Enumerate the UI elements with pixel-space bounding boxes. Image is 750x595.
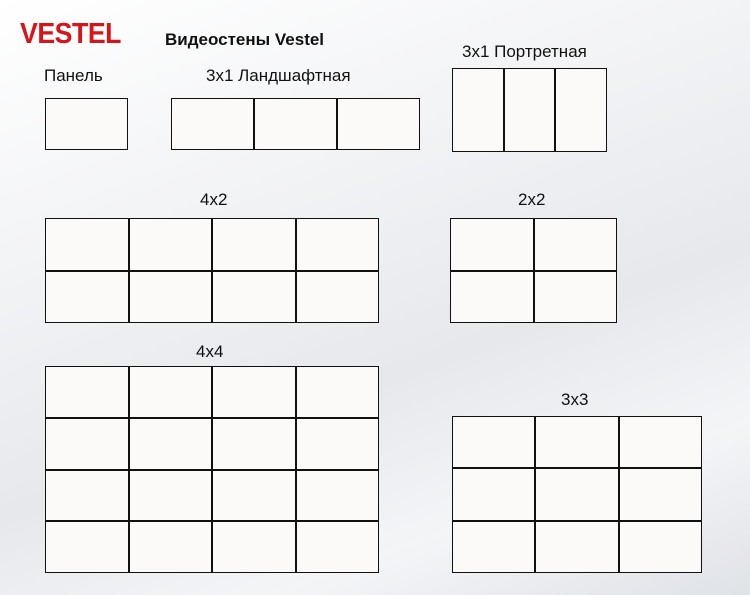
grid-3x3 (452, 416, 702, 573)
screen-panel (255, 99, 336, 149)
screen-panel (130, 272, 212, 323)
screen-panel (453, 469, 534, 519)
screen-panel (297, 272, 379, 323)
screen-panel (213, 419, 295, 469)
screen-panel (297, 219, 379, 270)
screen-panel (338, 99, 419, 149)
screen-panel (130, 522, 212, 572)
screen-panel (213, 272, 295, 323)
screen-panel (535, 272, 617, 323)
screen-panel (536, 417, 617, 467)
label-landscape: 3x1 Ландшафтная (206, 66, 351, 85)
screen-panel (297, 419, 379, 469)
screen-panel (297, 522, 379, 572)
screen-panel (453, 69, 503, 151)
screen-panel (536, 469, 617, 519)
screen-panel (130, 367, 212, 417)
grid-panel (45, 98, 128, 150)
screen-panel (297, 471, 379, 521)
screen-panel (620, 469, 701, 519)
screen-panel (213, 367, 295, 417)
screen-panel (46, 471, 128, 521)
grid-4x2 (45, 218, 379, 323)
screen-panel (130, 471, 212, 521)
screen-panel (451, 272, 533, 323)
screen-panel (46, 367, 128, 417)
grid-2x2 (450, 218, 617, 323)
grid-landscape (171, 98, 420, 150)
label-2x2: 2x2 (518, 190, 546, 209)
screen-panel (213, 471, 295, 521)
screen-panel (556, 69, 606, 151)
screen-panel (451, 219, 533, 270)
screen-panel (46, 272, 128, 323)
screen-panel (453, 522, 534, 572)
screen-panel (46, 522, 128, 572)
screen-panel (453, 417, 534, 467)
screen-panel (620, 522, 701, 572)
label-4x2: 4x2 (200, 190, 228, 209)
screen-panel (213, 219, 295, 270)
screen-panel (46, 419, 128, 469)
screen-panel (46, 219, 128, 270)
screen-panel (46, 99, 127, 149)
screen-panel (297, 367, 379, 417)
label-3x3: 3x3 (561, 390, 589, 409)
vestel-logo: VESTEL (20, 18, 122, 50)
screen-panel (213, 522, 295, 572)
grid-portrait (452, 68, 607, 152)
label-portrait: 3x1 Портретная (462, 42, 587, 61)
page-title: Видеостены Vestel (165, 30, 325, 49)
screen-panel (130, 419, 212, 469)
screen-panel (536, 522, 617, 572)
screen-panel (130, 219, 212, 270)
label-4x4: 4x4 (196, 342, 224, 361)
screen-panel (535, 219, 617, 270)
grid-4x4 (45, 366, 379, 573)
label-panel: Панель (44, 66, 103, 85)
screen-panel (620, 417, 701, 467)
screen-panel (172, 99, 253, 149)
screen-panel (505, 69, 555, 151)
